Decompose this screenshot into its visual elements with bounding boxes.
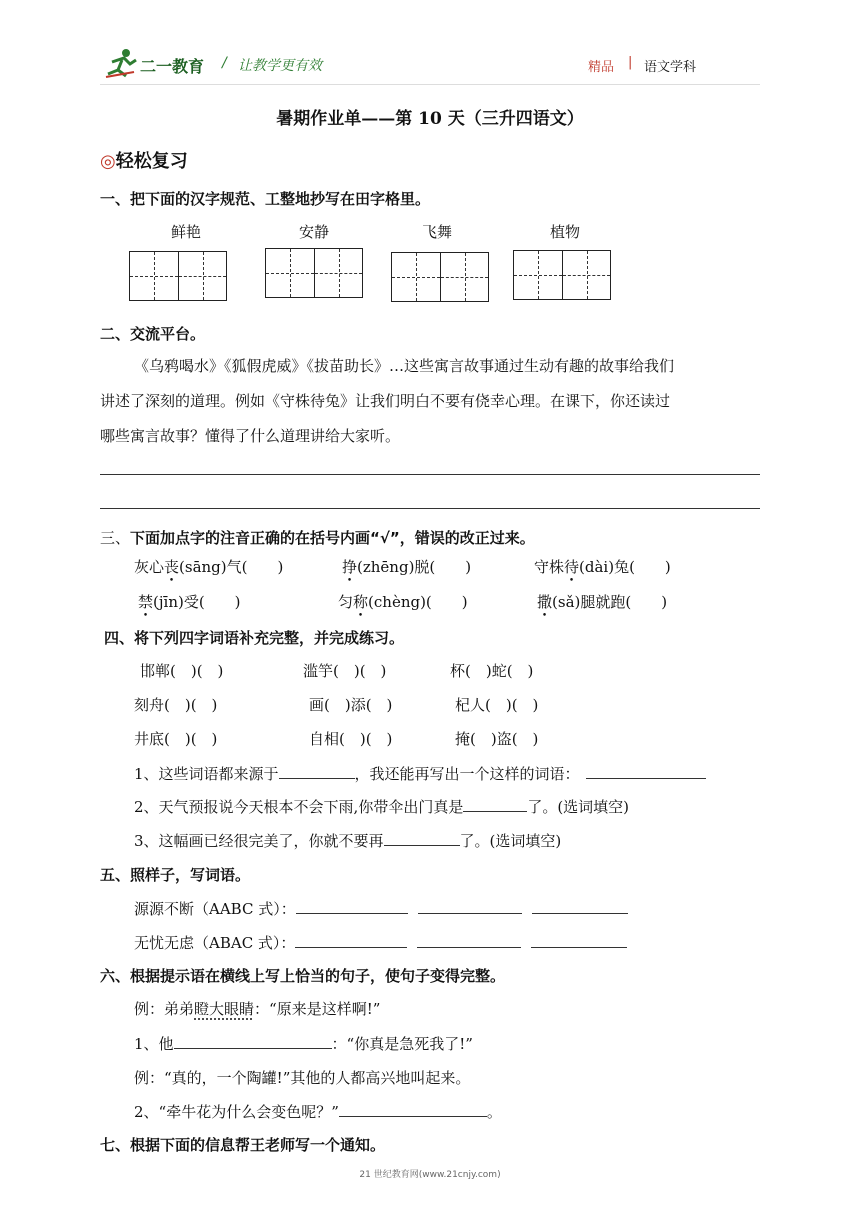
dotted-char: 禁 <box>138 593 154 611</box>
logo-icon <box>104 48 138 78</box>
pinyin-item-post: (sāng)气( ) <box>179 558 284 576</box>
pinyin-item-post: (jīn)受( ) <box>153 593 241 611</box>
section-4-question-3 <box>134 830 561 851</box>
idiom-r1-c2[interactable]: 滥竽( )( ) <box>303 662 387 680</box>
section-3-heading <box>100 527 535 548</box>
blank-field[interactable] <box>296 899 408 914</box>
idiom-r3-c3[interactable]: 掩( )盗( ) <box>455 730 539 748</box>
pinyin-item-post: (chèng)( ) <box>368 593 468 611</box>
blank-field[interactable] <box>384 831 460 846</box>
blank-field[interactable] <box>339 1102 487 1117</box>
answer-line-1[interactable] <box>100 474 760 475</box>
pinyin-item-2[interactable] <box>342 556 471 577</box>
page-title: 暑期作业单——第 10 天（三升四语文） <box>276 109 584 129</box>
section-6-question-2 <box>134 1101 502 1122</box>
pinyin-item-post: (dài)兔( ) <box>579 558 671 576</box>
idiom-r2-c1[interactable]: 刻舟( )( ) <box>134 696 218 714</box>
example-text: ：“原来是这样啊!” <box>254 1000 381 1018</box>
header-rule <box>100 84 760 85</box>
tianzige-grid-3[interactable] <box>391 252 489 302</box>
word-3: 飞舞 <box>422 223 453 241</box>
section-4-heading: 四、将下列四字词语补充完整，并完成练习。 <box>104 629 405 647</box>
blank-field[interactable] <box>418 899 522 914</box>
blank-field[interactable] <box>279 764 355 779</box>
question-text: 3、这幅画已经很完美了，你就不要再 <box>134 832 384 850</box>
question-text: 1、这些词语都来源于 <box>134 765 279 783</box>
footer-text: 21 世纪教育网(www.21cnjy.com) <box>359 1170 501 1180</box>
review-heading-text: 轻松复习 <box>115 151 188 172</box>
tianzige-grid-1[interactable] <box>129 251 227 301</box>
question-text: 了。(选词填空) <box>527 798 630 816</box>
answer-line-2[interactable] <box>100 508 760 509</box>
tianzige-grid-4[interactable] <box>513 250 611 300</box>
question-text: 2、“牵牛花为什么会变色呢？” <box>134 1103 339 1121</box>
logo-text: 二一教育 <box>140 57 205 76</box>
dotted-char: 挣 <box>342 558 358 576</box>
question-text: ，我还能再写出一个这样的词语： <box>354 765 580 783</box>
dotted-char: 撒 <box>537 593 553 611</box>
blank-field[interactable] <box>586 764 706 779</box>
section-6-example-1 <box>134 998 380 1019</box>
question-text: 1、他 <box>134 1035 174 1053</box>
header <box>100 42 760 86</box>
pinyin-item-5[interactable] <box>338 591 468 612</box>
section-5-row-1 <box>134 898 628 919</box>
pinyin-item-post: (zhēng)脱( ) <box>357 558 472 576</box>
blank-field[interactable] <box>463 797 527 812</box>
section-7-heading: 七、根据下面的信息帮王老师写一个通知。 <box>100 1136 386 1154</box>
section-2-para-2: 讲述了深刻的道理。例如《守株待兔》让我们明白不要有侥幸心理。在课下，你还读过 <box>100 392 671 410</box>
section-2-para-1: 《乌鸦喝水》《狐假虎威》《拔苗助长》…这些寓言故事通过生动有趣的故事给我们 <box>134 357 675 375</box>
idiom-r2-c2[interactable]: 画( )添( ) <box>309 696 393 714</box>
pinyin-item-4[interactable] <box>138 591 241 612</box>
question-text: 了。(选词填空) <box>459 832 562 850</box>
pinyin-item-post: (sǎ)腿就跑( ) <box>552 593 668 611</box>
pinyin-item-1[interactable] <box>134 556 283 577</box>
blank-field[interactable] <box>531 933 627 948</box>
section-4-question-2 <box>134 796 629 817</box>
row-label: 源源不断（AABC 式）： <box>134 900 296 918</box>
section-5-heading: 五、照样子，写词语。 <box>100 866 251 884</box>
header-slogan: 让教学更有效 <box>238 58 322 74</box>
question-text: ：“你真是急死我了!” <box>331 1035 473 1053</box>
tianzige-grid-2[interactable] <box>265 248 363 298</box>
idiom-r1-c3[interactable]: 杯( )蛇( ) <box>450 662 534 680</box>
section-4-question-1 <box>134 763 706 784</box>
pinyin-item-pre: 匀 <box>338 593 354 611</box>
section-2-para-3: 哪些寓言故事？懂得了什么道理讲给大家听。 <box>100 427 401 445</box>
pinyin-item-pre: 守株 <box>534 558 565 576</box>
blank-field[interactable] <box>417 933 521 948</box>
section-3-number: 三、 <box>100 529 131 547</box>
blank-field[interactable] <box>532 899 628 914</box>
blank-field[interactable] <box>174 1034 332 1049</box>
pinyin-item-pre: 灰心 <box>134 558 165 576</box>
review-heading <box>100 147 188 173</box>
pinyin-item-3[interactable] <box>534 556 671 577</box>
question-text: 2、天气预报说今天根本不会下雨,你带伞出门真是 <box>134 798 464 816</box>
section-6-question-1 <box>134 1033 473 1054</box>
section-6-example-2: 例：“真的，一个陶罐!”其他的人都高兴地叫起来。 <box>134 1069 471 1087</box>
idiom-r1-c1[interactable]: 邯郸( )( ) <box>140 662 224 680</box>
pinyin-item-6[interactable] <box>537 591 667 612</box>
dotted-char: 丧 <box>164 558 180 576</box>
word-4: 植物 <box>550 223 581 241</box>
question-text: 。 <box>486 1103 502 1121</box>
header-divider: | <box>628 55 633 70</box>
section-3-text: 下面加点字的注音正确的在括号内画“√”，错误的改正过来。 <box>130 529 535 547</box>
bullseye-icon: ◎ <box>100 151 116 172</box>
header-separator: / <box>222 55 227 71</box>
section-5-row-2 <box>134 932 627 953</box>
word-1: 鲜艳 <box>171 223 202 241</box>
section-2-heading: 二、交流平台。 <box>100 325 206 343</box>
dotted-phrase: 瞪大眼睛 <box>194 1000 255 1018</box>
idiom-r3-c1[interactable]: 井底( )( ) <box>134 730 218 748</box>
example-text: 例：弟弟 <box>134 1000 195 1018</box>
dotted-char: 待 <box>564 558 580 576</box>
header-subject: 语文学科 <box>644 60 697 75</box>
section-1-heading: 一、把下面的汉字规范、工整地抄写在田字格里。 <box>100 190 431 208</box>
row-label: 无忧无虑（ABAC 式）： <box>134 934 296 952</box>
header-badge: 精品 <box>588 60 615 75</box>
section-6-heading: 六、根据提示语在横线上写上恰当的句子，使句子变得完整。 <box>100 967 506 985</box>
dotted-char: 称 <box>353 593 369 611</box>
blank-field[interactable] <box>295 933 407 948</box>
idiom-r2-c3[interactable]: 杞人( )( ) <box>455 696 539 714</box>
word-2: 安静 <box>299 223 330 241</box>
idiom-r3-c2[interactable]: 自相( )( ) <box>309 730 393 748</box>
